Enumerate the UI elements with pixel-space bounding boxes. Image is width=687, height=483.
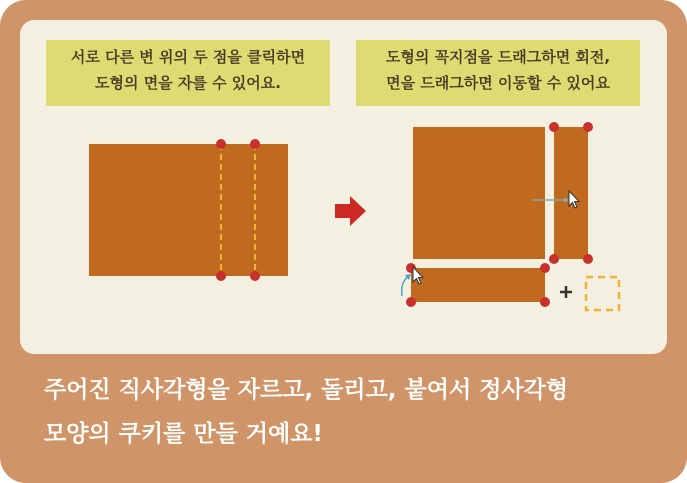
vertex-point[interactable] — [540, 297, 550, 307]
cut-point[interactable] — [250, 139, 260, 149]
vertex-point[interactable] — [549, 254, 559, 264]
footer-description — [44, 368, 664, 456]
vertex-point[interactable] — [583, 122, 593, 132]
move-instruction-line2: 면을 드래그하면 이동할 수 있어요 — [386, 74, 610, 92]
vertex-point[interactable] — [583, 254, 593, 264]
vertex-point[interactable] — [549, 122, 559, 132]
vertex-point[interactable] — [540, 263, 550, 273]
footer-line1: 주어진 직사각형을 자르고, 돌리고, 붙여서 정사각형 — [44, 377, 569, 403]
square-piece[interactable] — [413, 127, 545, 259]
target-square-outline — [586, 277, 619, 310]
cut-point[interactable] — [250, 271, 260, 281]
right-arrow-icon — [335, 196, 366, 226]
original-rectangle — [89, 144, 288, 276]
cut-point[interactable] — [216, 139, 226, 149]
cut-instruction-line2: 도형의 면을 자를 수 있어요. — [95, 74, 281, 92]
horizontal-strip-piece[interactable] — [411, 268, 545, 302]
vertex-point[interactable] — [406, 297, 416, 307]
cut-point[interactable] — [216, 271, 226, 281]
footer-line2: 모양의 쿠키를 만들 거예요! — [44, 421, 323, 447]
move-instruction-line1: 도형의 꼭지점을 드래그하면 회전, — [385, 48, 611, 66]
plus-icon — [560, 286, 572, 298]
cut-instruction-line1: 서로 다른 변 위의 두 점을 클릭하면 — [70, 48, 306, 66]
rotate-arrow-icon — [402, 274, 411, 296]
